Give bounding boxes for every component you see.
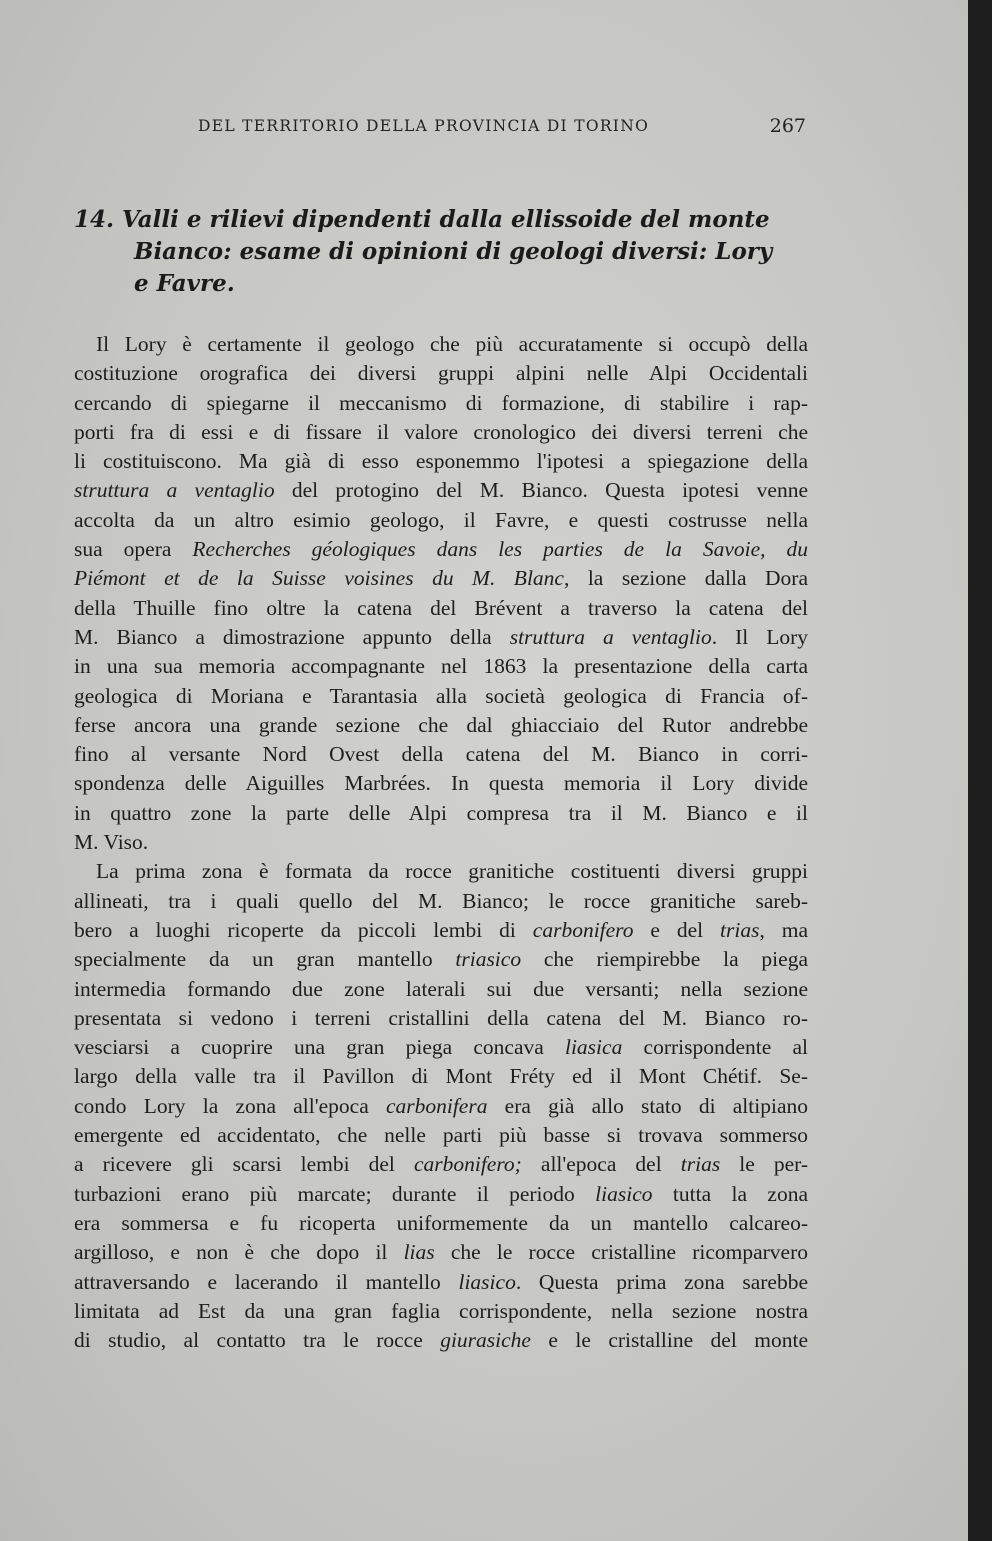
body-text	[74, 330, 808, 1355]
text-run: , ma	[759, 917, 808, 942]
italic-term: triasico	[455, 947, 522, 972]
text-line: ferse ancora una grande sezione che dal ghiacciaio del Rutor andrebbe	[74, 712, 808, 737]
text-line: M. Viso.	[74, 830, 149, 855]
text-line	[74, 1150, 808, 1179]
italic-term: carbonifero	[532, 917, 634, 942]
text-run: bero a luoghi ricoperte da piccoli lembi di	[74, 917, 533, 942]
italic-term: giurasiche	[440, 1328, 531, 1353]
text-run: tutta la zona	[652, 1181, 808, 1206]
italic-term: liasico	[458, 1269, 516, 1294]
italic-term: carbonifera	[385, 1093, 488, 1118]
text-line: della Thuille fino oltre la catena del Brévent a traverso la catena del	[74, 595, 808, 620]
text-line: accolta da un altro esimio geologo, il Favre, e questi costrusse nella	[74, 507, 808, 532]
text-line	[74, 945, 808, 974]
section-title-line-3: e Favre.	[134, 270, 235, 297]
section-title-line-2: Bianco: esame di opinioni di geologi diversi: Lory	[134, 238, 773, 265]
text-line: fino al versante Nord Ovest della catena del M. Bianco in corri-	[74, 742, 808, 767]
text-line: intermedia formando due zone laterali sui due versanti; nella sezione	[74, 976, 808, 1001]
text-run: M. Bianco a dimostrazione appunto della	[74, 624, 510, 649]
text-line: allineati, tra i quali quello del M. Bianco; le rocce granitiche sareb-	[74, 888, 808, 913]
italic-term: Recherches géologiques dans les parties de la Savoie, du	[192, 537, 808, 562]
text-line	[74, 535, 808, 564]
section-title-line-1	[74, 204, 814, 236]
italic-term: carbonifero;	[413, 1152, 522, 1177]
text-line: largo della valle tra il Pavillon di Mont Fréty ed il Mont Chétif. Se-	[74, 1064, 808, 1089]
text-run: attraversando e lacerando il mantello	[74, 1269, 459, 1294]
page-number: 267	[769, 115, 806, 137]
text-run: condo Lory la zona all'epoca	[74, 1093, 386, 1118]
text-line: emergente ed accidentato, che nelle parti più basse si trovava sommerso	[74, 1123, 808, 1148]
text-run: era già allo stato di altipiano	[487, 1093, 808, 1118]
text-line	[74, 916, 808, 945]
text-line: cercando di spiegarne il meccanismo di formazione, di stabilire i rap-	[74, 390, 808, 415]
section-number: 14.	[74, 206, 115, 233]
text-run: . Questa prima zona sarebbe	[515, 1269, 809, 1294]
text-run: di studio, al contatto tra le rocce	[74, 1328, 441, 1353]
text-line	[74, 1033, 808, 1062]
italic-term: trias	[680, 1152, 721, 1177]
text-run: all'epoca del	[521, 1152, 681, 1177]
section-title	[74, 204, 814, 300]
text-line	[74, 476, 808, 505]
italic-term: struttura a ventaglio	[509, 624, 712, 649]
text-run: vesciarsi a cuoprire una gran piega concava	[74, 1035, 565, 1060]
text-run: che le rocce cristalline ricomparvero	[434, 1240, 809, 1265]
text-run: corrispondente al	[622, 1035, 808, 1060]
text-line	[74, 1180, 808, 1209]
page-header	[74, 117, 806, 141]
text-run: del protogino del M. Bianco. Questa ipotesi venne	[274, 478, 809, 503]
text-run: che riempirebbe la piega	[521, 947, 808, 972]
text-run: le per-	[720, 1152, 809, 1177]
section-title-text-1: Valli e rilievi dipendenti dalla ellissoide del monte	[122, 206, 770, 233]
text-line	[74, 1092, 808, 1121]
text-line: spondenza delle Aiguilles Marbrées. In questa memoria il Lory divide	[74, 771, 808, 796]
text-line: in quattro zone la parte delle Alpi compresa tra il M. Bianco e il	[74, 800, 808, 825]
text-run: specialmente da un gran mantello	[74, 947, 456, 972]
text-line	[74, 1268, 808, 1297]
text-run: e le cristalline del monte	[530, 1328, 808, 1353]
italic-term: Piémont et de la Suisse voisines du M. Blanc	[74, 566, 564, 591]
text-line	[74, 1238, 808, 1267]
text-run: e del	[633, 917, 721, 942]
text-run: sua opera	[74, 537, 193, 562]
italic-term: trias	[720, 917, 760, 942]
text-line	[74, 564, 808, 593]
text-line: presentata si vedono i terreni cristallini della catena del M. Bianco ro-	[74, 1005, 808, 1030]
text-run: a ricevere gli scarsi lembi del	[74, 1152, 414, 1177]
text-line: era sommersa e fu ricoperta uniformemente da un mantello calcareo-	[74, 1210, 808, 1235]
text-line: geologica di Moriana e Tarantasia alla società geologica di Francia of-	[74, 683, 808, 708]
text-line: Il Lory è certamente il geologo che più accuratamente si occupò della	[96, 332, 808, 356]
text-run: , la sezione dalla Dora	[563, 566, 809, 591]
text-line	[74, 623, 808, 652]
scan-edge	[968, 0, 992, 1541]
text-line: limitata ad Est da una gran faglia corrispondente, nella sezione nostra	[74, 1298, 808, 1323]
text-run: argilloso, e non è che dopo il	[74, 1240, 404, 1265]
italic-term: struttura a ventaglio	[74, 478, 275, 503]
text-line: porti fra di essi e di fissare il valore cronologico dei diversi terreni che	[74, 419, 808, 444]
text-line	[74, 1326, 808, 1355]
running-title: DEL TERRITORIO DELLA PROVINCIA DI TORINO	[198, 117, 650, 135]
text-run: . Il Lory	[711, 624, 809, 649]
italic-term: liasico	[595, 1181, 653, 1206]
italic-term: lias	[403, 1240, 435, 1265]
text-line: La prima zona è formata da rocce granitiche costituenti diversi gruppi	[96, 859, 808, 884]
text-line: li costituiscono. Ma già di esso esponemmo l'ipotesi a spiegazione della	[74, 449, 808, 474]
text-line: costituzione orografica dei diversi gruppi alpini nelle Alpi Occidentali	[74, 361, 808, 386]
text-line: in una sua memoria accompagnante nel 1863 la presentazione della carta	[74, 654, 808, 679]
text-run: turbazioni erano più marcate; durante il periodo	[74, 1181, 596, 1206]
italic-term: liasica	[564, 1035, 623, 1060]
